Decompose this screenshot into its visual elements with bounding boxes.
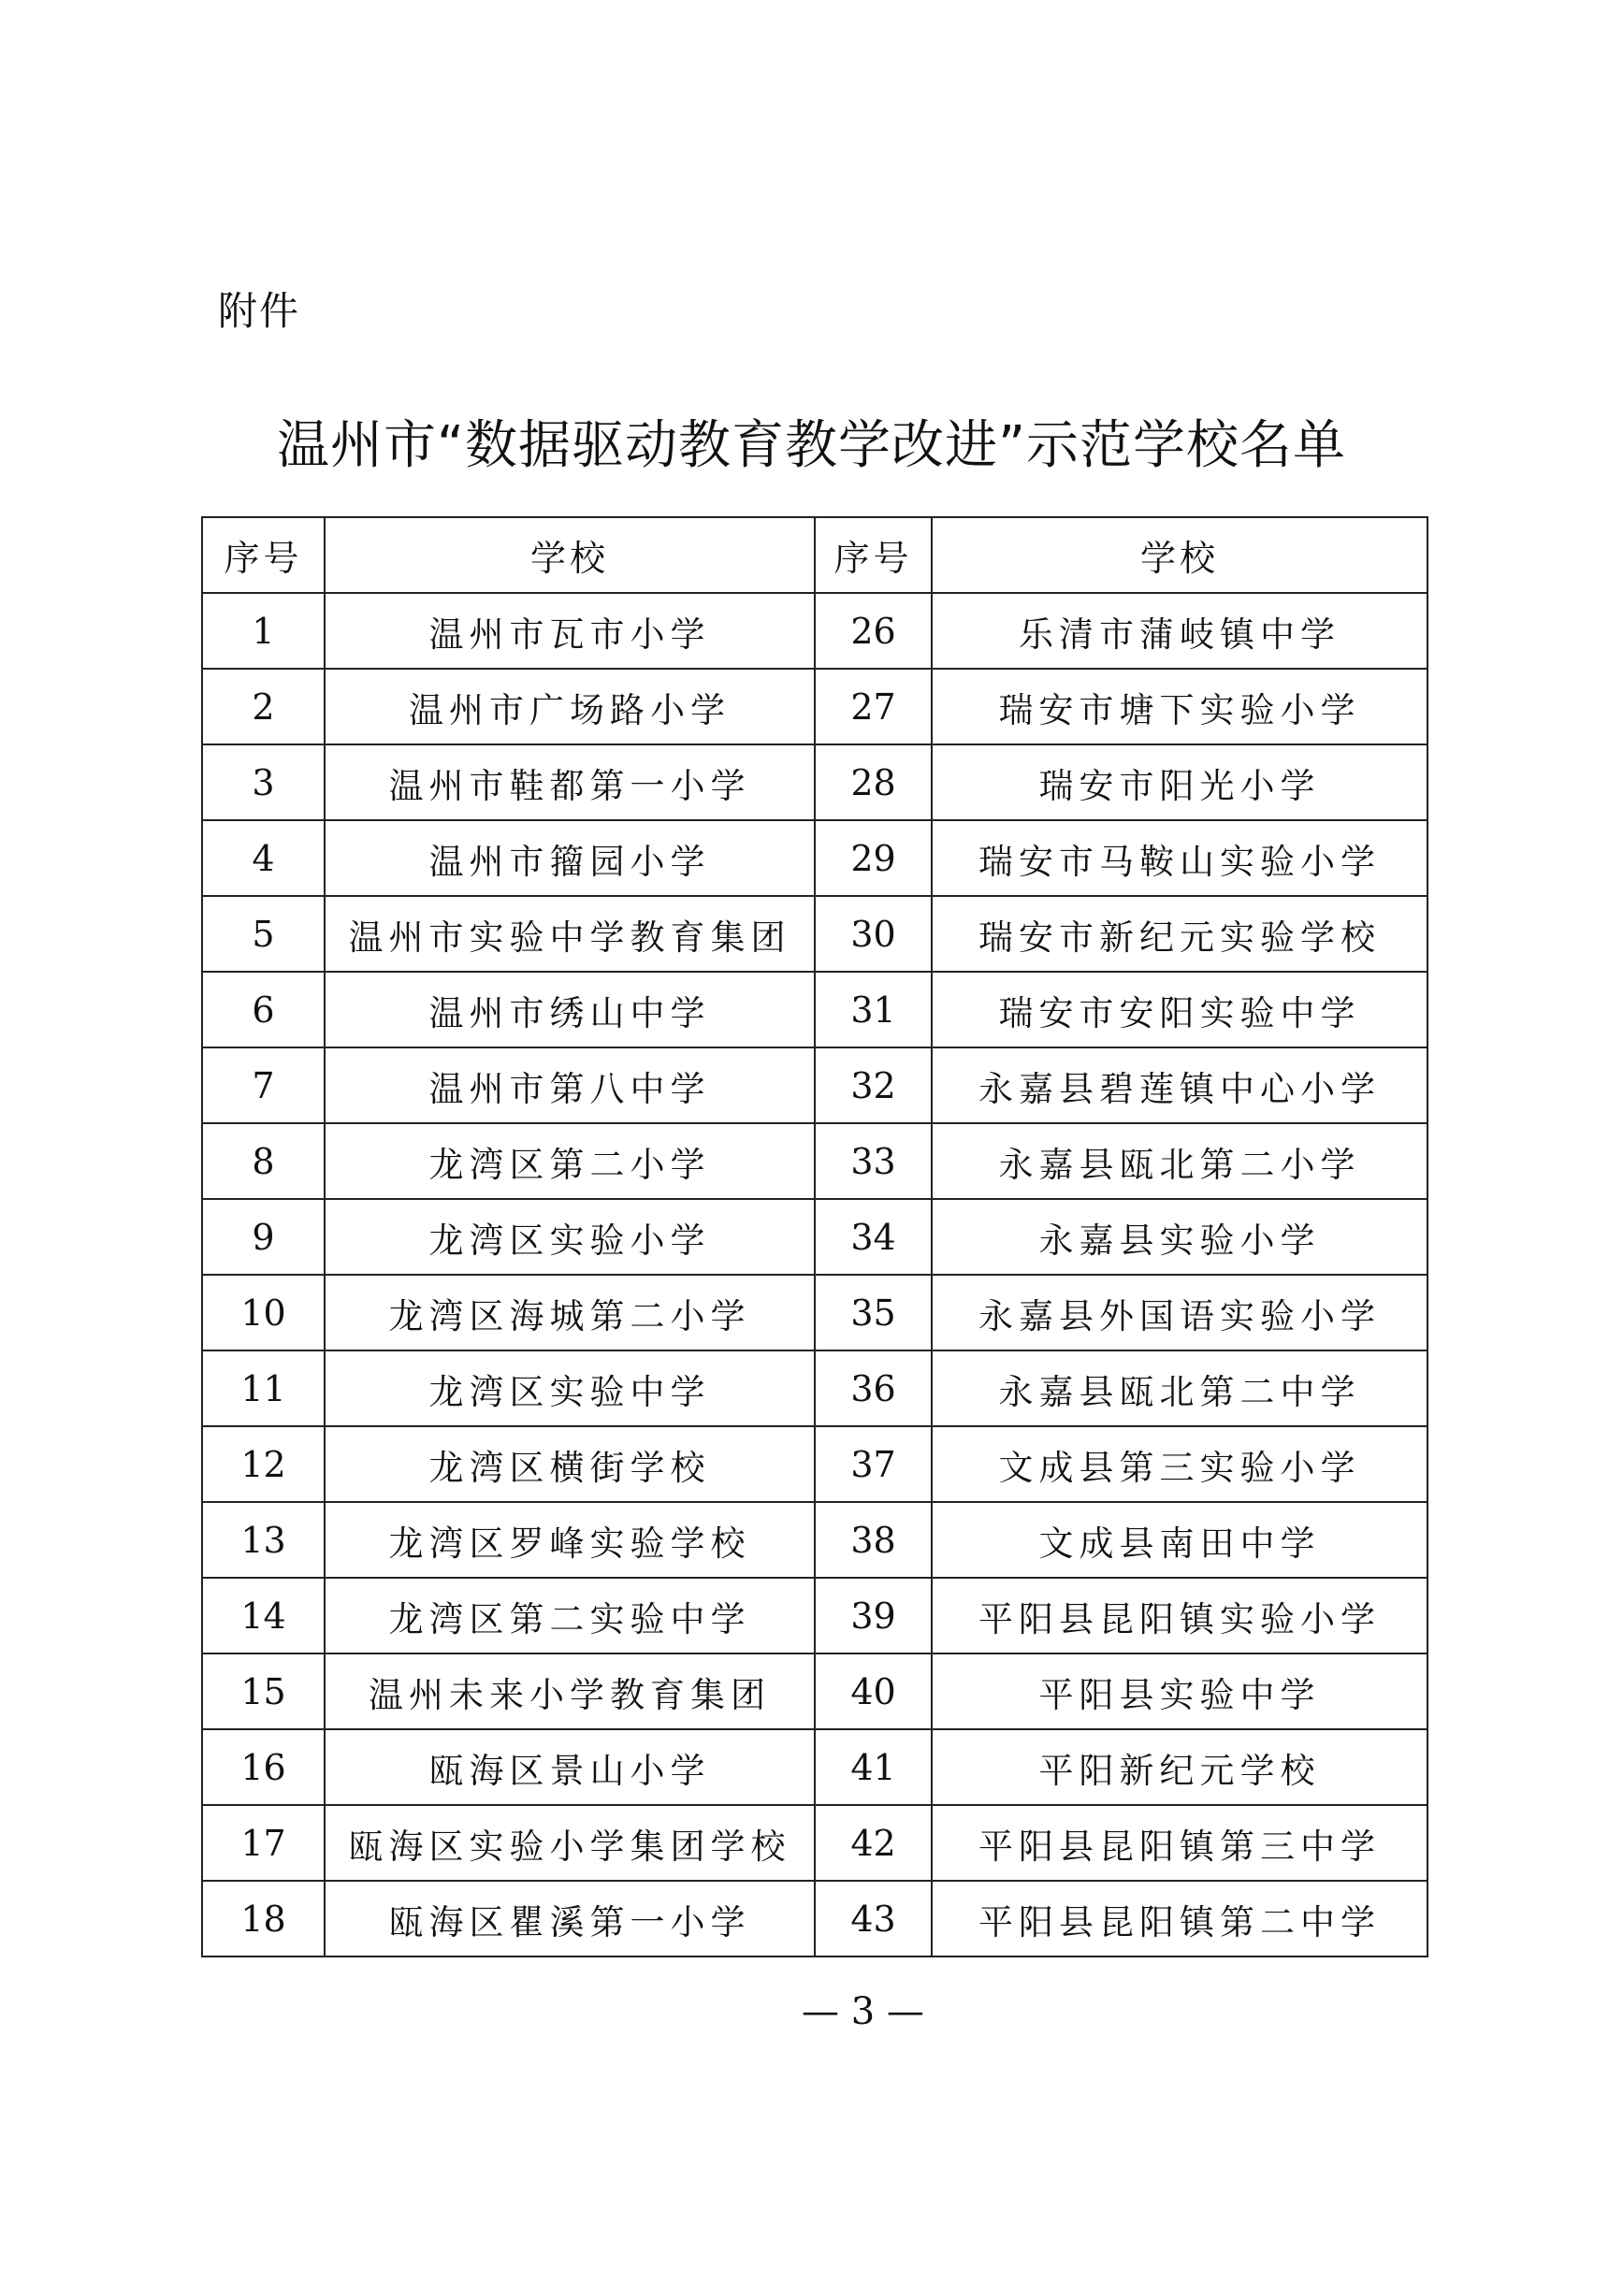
school-cell: 瑞安市阳光小学 <box>932 744 1427 820</box>
serial-cell: 41 <box>815 1729 932 1805</box>
school-cell: 乐清市蒲岐镇中学 <box>932 593 1427 669</box>
attachment-label: 附件 <box>218 288 301 334</box>
serial-cell: 11 <box>202 1350 325 1426</box>
school-cell: 龙湾区实验中学 <box>325 1350 815 1426</box>
school-cell: 瑞安市安阳实验中学 <box>932 972 1427 1047</box>
school-cell: 龙湾区第二小学 <box>325 1123 815 1199</box>
school-cell: 文成县第三实验小学 <box>932 1426 1427 1502</box>
serial-cell: 30 <box>815 896 932 972</box>
table-row <box>202 820 1427 896</box>
serial-cell: 1 <box>202 593 325 669</box>
serial-cell: 14 <box>202 1578 325 1653</box>
table-row <box>202 1350 1427 1426</box>
serial-cell: 28 <box>815 744 932 820</box>
serial-cell: 3 <box>202 744 325 820</box>
table-row <box>202 1199 1427 1275</box>
school-cell: 温州未来小学教育集团 <box>325 1653 815 1729</box>
school-cell: 温州市瓦市小学 <box>325 593 815 669</box>
serial-cell: 12 <box>202 1426 325 1502</box>
school-cell: 温州市实验中学教育集团 <box>325 896 815 972</box>
header-school-right: 学校 <box>932 517 1427 593</box>
table-header-row <box>202 517 1427 593</box>
serial-cell: 9 <box>202 1199 325 1275</box>
school-cell: 瓯海区景山小学 <box>325 1729 815 1805</box>
table-row <box>202 1502 1427 1578</box>
serial-cell: 2 <box>202 669 325 744</box>
serial-cell: 15 <box>202 1653 325 1729</box>
serial-cell: 7 <box>202 1047 325 1123</box>
school-cell: 永嘉县外国语实验小学 <box>932 1275 1427 1350</box>
serial-cell: 33 <box>815 1123 932 1199</box>
school-cell: 瑞安市马鞍山实验小学 <box>932 820 1427 896</box>
school-cell: 温州市第八中学 <box>325 1047 815 1123</box>
school-cell: 温州市广场路小学 <box>325 669 815 744</box>
school-cell: 瑞安市新纪元实验学校 <box>932 896 1427 972</box>
header-serial-right: 序号 <box>815 517 932 593</box>
table-row <box>202 1881 1427 1957</box>
school-cell: 平阳新纪元学校 <box>932 1729 1427 1805</box>
table-row <box>202 593 1427 669</box>
school-cell: 龙湾区海城第二小学 <box>325 1275 815 1350</box>
table-row <box>202 972 1427 1047</box>
school-list-table <box>201 516 1428 1957</box>
serial-cell: 42 <box>815 1805 932 1881</box>
school-cell: 瓯海区实验小学集团学校 <box>325 1805 815 1881</box>
table-row <box>202 1426 1427 1502</box>
serial-cell: 18 <box>202 1881 325 1957</box>
serial-cell: 35 <box>815 1275 932 1350</box>
header-school-left: 学校 <box>325 517 815 593</box>
table-row <box>202 1729 1427 1805</box>
serial-cell: 10 <box>202 1275 325 1350</box>
school-cell: 瑞安市塘下实验小学 <box>932 669 1427 744</box>
table-row <box>202 1653 1427 1729</box>
school-cell: 永嘉县实验小学 <box>932 1199 1427 1275</box>
table-row <box>202 744 1427 820</box>
school-cell: 平阳县实验中学 <box>932 1653 1427 1729</box>
table-row <box>202 1275 1427 1350</box>
serial-cell: 8 <box>202 1123 325 1199</box>
table-row <box>202 1123 1427 1199</box>
table-row <box>202 1047 1427 1123</box>
serial-cell: 17 <box>202 1805 325 1881</box>
serial-cell: 16 <box>202 1729 325 1805</box>
school-cell: 永嘉县碧莲镇中心小学 <box>932 1047 1427 1123</box>
page-number: — 3 — <box>802 1990 924 2033</box>
serial-cell: 34 <box>815 1199 932 1275</box>
school-cell: 平阳县昆阳镇第三中学 <box>932 1805 1427 1881</box>
serial-cell: 43 <box>815 1881 932 1957</box>
serial-cell: 5 <box>202 896 325 972</box>
serial-cell: 39 <box>815 1578 932 1653</box>
document-title: 温州市“数据驱动教育教学改进”示范学校名单 <box>276 415 1347 476</box>
school-cell: 龙湾区实验小学 <box>325 1199 815 1275</box>
table-row <box>202 1578 1427 1653</box>
serial-cell: 4 <box>202 820 325 896</box>
school-cell: 龙湾区第二实验中学 <box>325 1578 815 1653</box>
school-cell: 永嘉县瓯北第二小学 <box>932 1123 1427 1199</box>
serial-cell: 38 <box>815 1502 932 1578</box>
school-cell: 温州市绣山中学 <box>325 972 815 1047</box>
serial-cell: 13 <box>202 1502 325 1578</box>
table-row <box>202 1805 1427 1881</box>
serial-cell: 40 <box>815 1653 932 1729</box>
school-cell: 平阳县昆阳镇实验小学 <box>932 1578 1427 1653</box>
school-cell: 龙湾区横街学校 <box>325 1426 815 1502</box>
school-cell: 瓯海区瞿溪第一小学 <box>325 1881 815 1957</box>
serial-cell: 6 <box>202 972 325 1047</box>
serial-cell: 29 <box>815 820 932 896</box>
serial-cell: 36 <box>815 1350 932 1426</box>
school-cell: 龙湾区罗峰实验学校 <box>325 1502 815 1578</box>
serial-cell: 27 <box>815 669 932 744</box>
table-row <box>202 896 1427 972</box>
school-cell: 温州市鞋都第一小学 <box>325 744 815 820</box>
table-body <box>202 593 1427 1957</box>
serial-cell: 26 <box>815 593 932 669</box>
school-cell: 平阳县昆阳镇第二中学 <box>932 1881 1427 1957</box>
school-cell: 文成县南田中学 <box>932 1502 1427 1578</box>
serial-cell: 31 <box>815 972 932 1047</box>
school-cell: 温州市籀园小学 <box>325 820 815 896</box>
school-cell: 永嘉县瓯北第二中学 <box>932 1350 1427 1426</box>
header-serial-left: 序号 <box>202 517 325 593</box>
table-row <box>202 669 1427 744</box>
serial-cell: 37 <box>815 1426 932 1502</box>
serial-cell: 32 <box>815 1047 932 1123</box>
